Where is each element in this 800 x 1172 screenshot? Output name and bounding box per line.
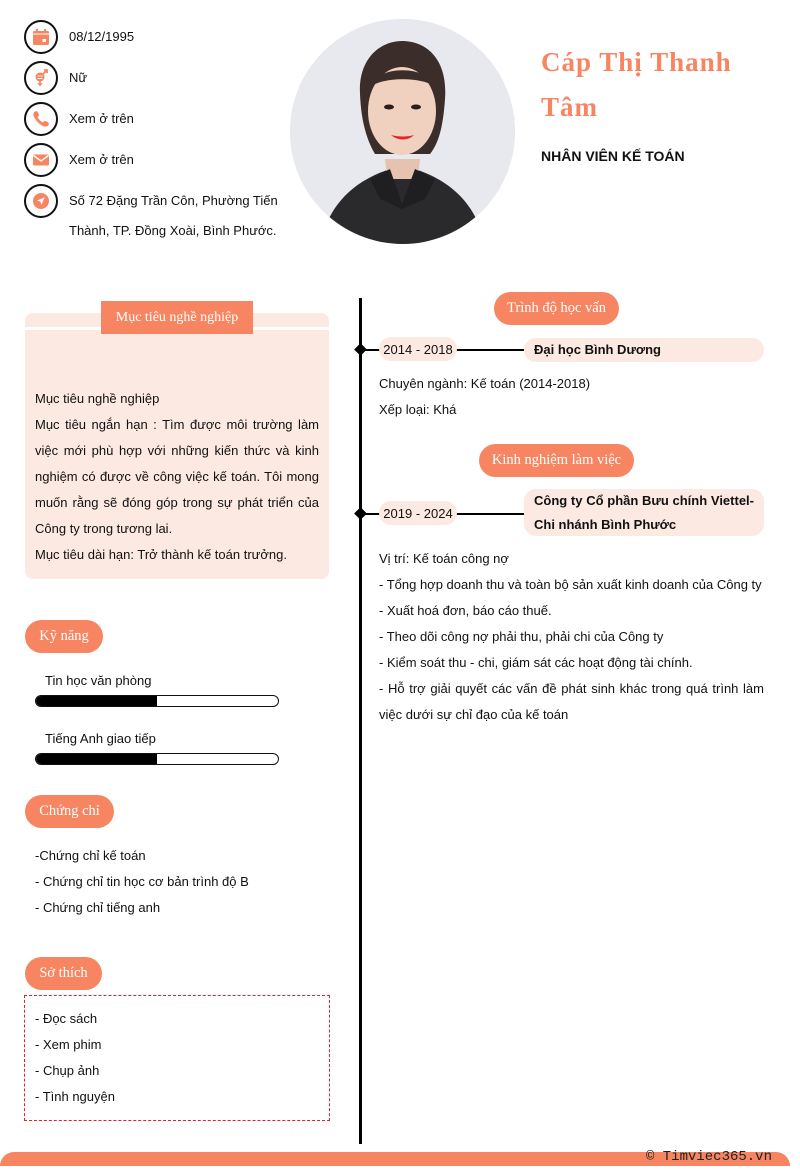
contact-address	[24, 184, 284, 246]
certificate-item: -Chứng chỉ kế toán	[35, 848, 146, 863]
certificates-header: Chứng chỉ	[25, 795, 114, 828]
hobbies-header: Sở thích	[25, 957, 102, 990]
contact-gender	[24, 61, 284, 95]
hobby-item: - Đọc sách	[35, 1011, 98, 1026]
avatar	[290, 19, 515, 244]
objective-line: Mục tiêu dài hạn: Trở thành kế toán trưởng.	[35, 547, 287, 562]
birthdate-text: 08/12/1995	[69, 29, 135, 44]
contact-email	[24, 143, 284, 177]
experience-detail-line: - Hỗ trợ giải quyết các vấn đề phát sinh khác trong quá trình làm việc dưới sự chỉ đạo của kế toán	[379, 681, 764, 722]
job-title: NHÂN VIÊN KẾ TOÁN	[541, 148, 685, 164]
certificate-item: - Chứng chỉ tiếng anh	[35, 900, 161, 915]
candidate-name: Cáp Thị Thanh Tâm	[541, 47, 732, 122]
hobby-item: - Xem phim	[35, 1037, 102, 1052]
education-details	[379, 371, 764, 423]
gender-icon	[24, 61, 58, 95]
skill-label: Tin học văn phòng	[45, 673, 152, 688]
experience-details	[379, 546, 764, 728]
contact-phone	[24, 102, 284, 136]
gender-text: Nữ	[69, 70, 88, 85]
objective-line: Mục tiêu nghề nghiệp	[35, 391, 160, 406]
education-organization: Đại học Bình Dương	[524, 338, 764, 362]
certificate-item: - Chứng chỉ tin học cơ bản trình độ B	[35, 874, 249, 889]
mail-icon	[24, 143, 58, 177]
experience-detail-line: - Kiểm soát thu - chi, giám sát các hoạt động tài chính.	[379, 655, 693, 670]
skills-header: Kỹ năng	[25, 620, 103, 653]
certificates-list	[35, 843, 249, 921]
education-period: 2014 - 2018	[379, 337, 457, 361]
phone-icon	[24, 102, 58, 136]
experience-period: 2019 - 2024	[379, 501, 457, 525]
hobby-item: - Tình nguyện	[35, 1089, 115, 1104]
education-detail-line: Chuyên ngành: Kế toán (2014-2018)	[379, 376, 591, 391]
hobbies-box	[24, 995, 330, 1121]
education-header: Trình độ học vấn	[494, 292, 619, 325]
location-icon	[24, 184, 58, 218]
experience-header: Kinh nghiệm làm việc	[479, 444, 634, 477]
profile-photo	[290, 19, 515, 244]
experience-organization: Công ty Cổ phần Bưu chính Viettel- Chi nhánh Bình Phước	[524, 489, 764, 536]
skill-fill	[36, 696, 157, 706]
skill-label: Tiếng Anh giao tiếp	[45, 731, 156, 746]
experience-detail-line: - Tổng hợp doanh thu và toàn bộ sản xuất kinh doanh của Công ty	[379, 577, 762, 592]
timeline-line	[359, 298, 362, 1144]
experience-detail-line: Vị trí: Kế toán công nợ	[379, 551, 509, 566]
calendar-icon	[24, 20, 58, 54]
contact-birthdate	[24, 20, 284, 54]
objective-text	[35, 386, 319, 568]
skill-fill	[36, 754, 157, 764]
objective-line: Mục tiêu ngắn hạn : Tìm được môi trường làm việc mới phù hợp với những kiến thức và kinh nghiệm có được về công việc kế toán. Tôi mong muốn rằng sẽ đóng góp trong sự phát triển của Công ty trong tương lai.	[35, 417, 319, 536]
education-detail-line: Xếp loại: Khá	[379, 402, 457, 417]
footer-watermark: © Timviec365.vn	[645, 1149, 772, 1165]
hobbies-list	[35, 1006, 115, 1110]
experience-detail-line: - Xuất hoá đơn, báo cáo thuế.	[379, 603, 552, 618]
skill-bar	[35, 695, 279, 707]
email-text: Xem ở trên	[69, 152, 134, 167]
objective-header: Mục tiêu nghề nghiệp	[101, 301, 253, 334]
hobby-item: - Chụp ảnh	[35, 1063, 100, 1078]
experience-detail-line: - Theo dõi công nợ phải thu, phải chi của Công ty	[379, 629, 664, 644]
address-text: Số 72 Đặng Trần Côn, Phường Tiến Thành, TP. Đồng Xoài, Bình Phước.	[69, 193, 278, 238]
phone-text: Xem ở trên	[69, 111, 134, 126]
skill-bar	[35, 753, 279, 765]
